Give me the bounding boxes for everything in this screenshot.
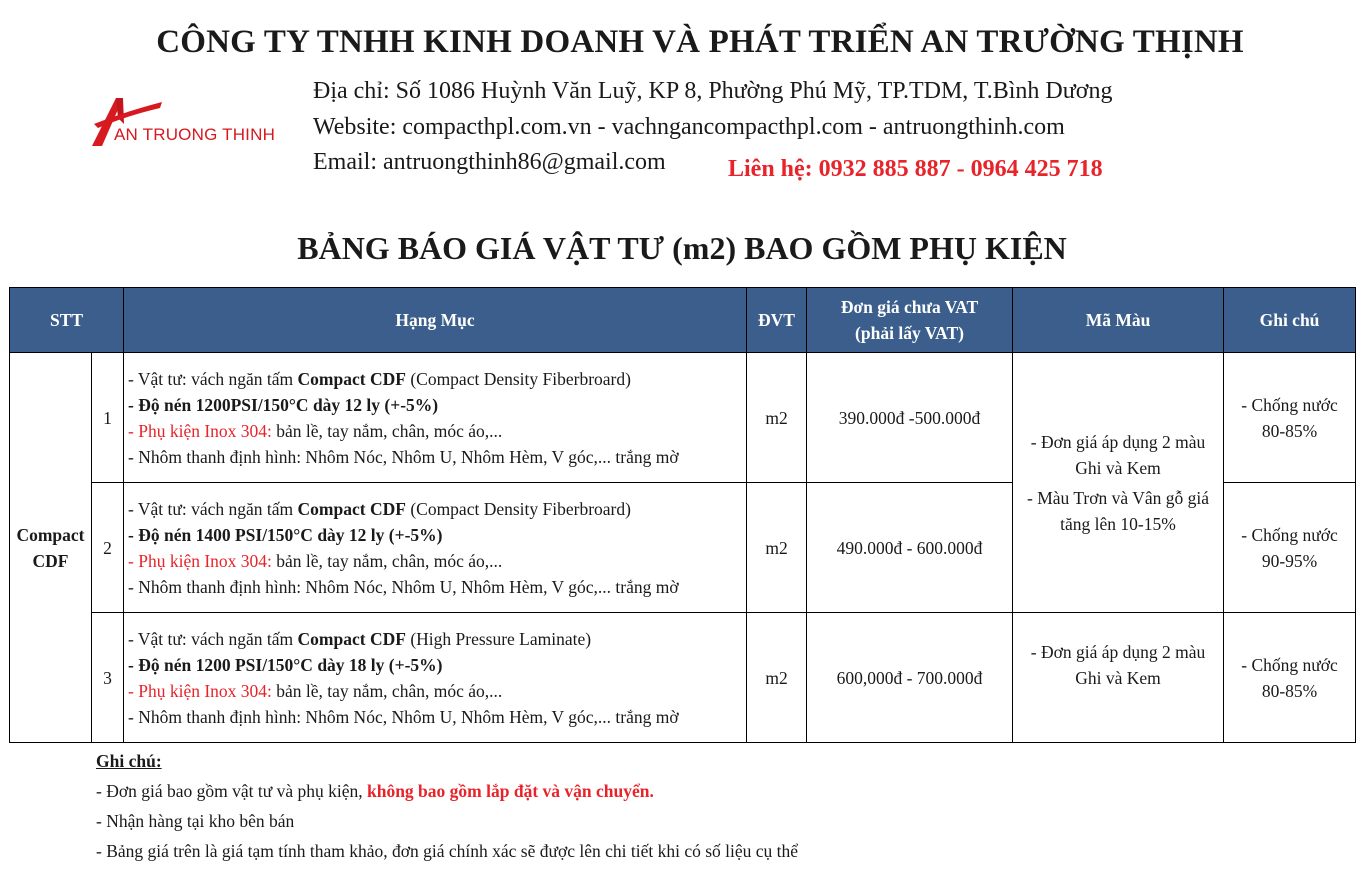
- row-items: [124, 353, 747, 483]
- item-material: [128, 366, 746, 392]
- item-accessories: [128, 548, 746, 574]
- item-material-prefix: - Vật tư: vách ngăn tấm: [128, 498, 298, 519]
- row-unit: m2: [747, 613, 807, 743]
- category-cell: [10, 353, 92, 743]
- row-note-line2: 90-95%: [1261, 550, 1318, 571]
- item-material-suffix: (High Pressure Laminate): [405, 628, 592, 649]
- table-header-row: [10, 288, 1356, 353]
- color-cell-row3: [1013, 613, 1224, 743]
- note-line-1-warning: không bao gồm lắp đặt và vận chuyển.: [366, 781, 654, 801]
- item-accessories-label: - Phụ kiện Inox 304:: [128, 420, 272, 441]
- color-row3-line1: - Đơn giá áp dụng 2 màu: [1030, 642, 1206, 662]
- col-header-price-line1: Đơn giá chưa VAT: [840, 297, 979, 317]
- color-line3: - Màu Trơn và Vân gỗ giá: [1027, 487, 1209, 508]
- item-material-suffix: (Compact Density Fiberbroard): [405, 368, 631, 389]
- company-logo: [90, 94, 305, 150]
- color-line1: - Đơn giá áp dụng 2 màu: [1030, 431, 1206, 452]
- item-accessories-list: bản lề, tay nắm, chân, móc áo,...: [271, 550, 503, 571]
- row-unit: m2: [747, 353, 807, 483]
- price-table: [9, 287, 1356, 743]
- item-density: - Độ nén 1400 PSI/150°C dày 12 ly (+-5%): [128, 524, 443, 545]
- col-header-stt: STT: [10, 288, 124, 353]
- color-line4: tăng lên 10-15%: [1060, 513, 1176, 534]
- row-note-line1: - Chống nước: [1241, 654, 1338, 675]
- item-accessories: [128, 678, 746, 704]
- row-items: [124, 483, 747, 613]
- item-material-prefix: - Vật tư: vách ngăn tấm: [128, 368, 298, 389]
- row-price: 490.000đ - 600.000đ: [807, 483, 1013, 613]
- row-note: [1224, 483, 1356, 613]
- row-note-line2: 80-85%: [1261, 420, 1318, 441]
- item-accessories-list: bản lề, tay nắm, chân, móc áo,...: [271, 420, 503, 441]
- item-accessories-list: bản lề, tay nắm, chân, móc áo,...: [271, 680, 503, 701]
- notes-section: [96, 748, 798, 868]
- notes-title: Ghi chú:: [96, 751, 162, 771]
- col-header-note: Ghi chú: [1224, 288, 1356, 353]
- row-price: 600,000đ - 700.000đ: [807, 613, 1013, 743]
- note-line-1-prefix: - Đơn giá bao gồm vật tư và phụ kiện,: [96, 781, 367, 801]
- item-material-suffix: (Compact Density Fiberbroard): [405, 498, 631, 519]
- item-material-prefix: - Vật tư: vách ngăn tấm: [128, 628, 298, 649]
- logo-text: AN TRUONG THINH: [114, 125, 276, 144]
- item-density: - Độ nén 1200 PSI/150°C dày 18 ly (+-5%): [128, 654, 443, 675]
- col-header-item: Hạng Mục: [124, 288, 747, 353]
- row-note-line1: - Chống nước: [1241, 394, 1338, 415]
- item-accessories-label: - Phụ kiện Inox 304:: [128, 680, 272, 701]
- item-material-bold: Compact CDF: [297, 498, 406, 519]
- note-line-2: - Nhận hàng tại kho bên bán: [96, 811, 295, 831]
- item-accessories: [128, 418, 746, 444]
- row-note-line2: 80-85%: [1261, 680, 1318, 701]
- color-cell: [1013, 353, 1224, 613]
- col-header-price: [807, 288, 1013, 353]
- col-header-color: Mã Màu: [1013, 288, 1224, 353]
- item-accessories-label: - Phụ kiện Inox 304:: [128, 550, 272, 571]
- row-note: [1224, 353, 1356, 483]
- item-material-bold: Compact CDF: [297, 368, 406, 389]
- row-number: 2: [92, 483, 124, 613]
- color-row3-line2: Ghi và Kem: [1075, 668, 1161, 688]
- item-material: [128, 626, 746, 652]
- item-aluminum: - Nhôm thanh định hình: Nhôm Nóc, Nhôm U, Nhôm Hèm, V góc,... trắng mờ: [128, 576, 679, 597]
- row-number: 1: [92, 353, 124, 483]
- row-note: [1224, 613, 1356, 743]
- note-line-3: - Bảng giá trên là giá tạm tính tham khảo, đơn giá chính xác sẽ được lên chi tiết khi có số liệu cụ thể: [96, 841, 799, 861]
- col-header-price-line2: (phải lấy VAT): [855, 323, 964, 343]
- item-material-bold: Compact CDF: [297, 628, 406, 649]
- note-line-1: [96, 778, 798, 808]
- item-aluminum: - Nhôm thanh định hình: Nhôm Nóc, Nhôm U, Nhôm Hèm, V góc,... trắng mờ: [128, 706, 679, 727]
- item-density: - Độ nén 1200PSI/150°C dày 12 ly (+-5%): [128, 394, 439, 415]
- contact-phone: Liên hệ: 0932 885 887 - 0964 425 718: [728, 156, 1103, 182]
- category-line2: CDF: [32, 550, 69, 571]
- color-line2: Ghi và Kem: [1075, 457, 1161, 478]
- row-unit: m2: [747, 483, 807, 613]
- col-header-unit: ĐVT: [747, 288, 807, 353]
- company-email: Email: antruongthinh86@gmail.com: [313, 149, 666, 175]
- company-address: Địa chỉ: Số 1086 Huỳnh Văn Luỹ, KP 8, Phường Phú Mỹ, TP.TDM, T.Bình Dương: [313, 78, 1113, 104]
- row-note-line1: - Chống nước: [1241, 524, 1338, 545]
- table-row: [10, 353, 1356, 483]
- row-items: [124, 613, 747, 743]
- company-name: CÔNG TY TNHH KINH DOANH VÀ PHÁT TRIỂN AN TRƯỜNG THỊNH: [156, 24, 1244, 60]
- item-aluminum: - Nhôm thanh định hình: Nhôm Nóc, Nhôm U, Nhôm Hèm, V góc,... trắng mờ: [128, 446, 679, 467]
- item-material: [128, 496, 746, 522]
- row-number: 3: [92, 613, 124, 743]
- table-row: [10, 613, 1356, 743]
- row-price: 390.000đ -500.000đ: [807, 353, 1013, 483]
- page-title: BẢNG BÁO GIÁ VẬT TƯ (m2) BAO GỒM PHỤ KIỆN: [297, 230, 1067, 266]
- company-website: Website: compacthpl.com.vn - vachngancompacthpl.com - antruongthinh.com: [313, 114, 1065, 140]
- category-line1: Compact: [16, 524, 85, 545]
